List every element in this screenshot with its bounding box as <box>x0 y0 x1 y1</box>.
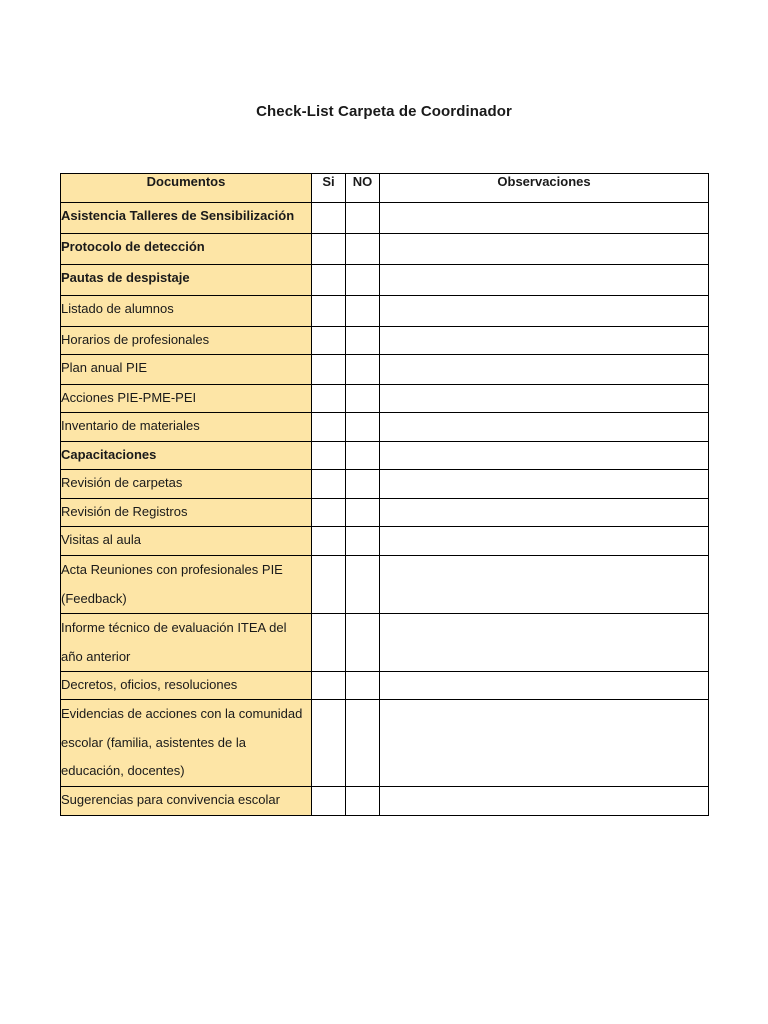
no-cell[interactable] <box>346 470 380 499</box>
observaciones-cell[interactable] <box>380 700 709 787</box>
no-cell[interactable] <box>346 442 380 470</box>
observaciones-cell[interactable] <box>380 327 709 355</box>
row-label <box>61 234 312 265</box>
observaciones-cell[interactable] <box>380 786 709 815</box>
row-label-text: Capacitaciones <box>61 447 157 462</box>
si-cell[interactable] <box>312 700 346 787</box>
no-cell[interactable] <box>346 296 380 327</box>
header-no: NO <box>346 174 380 203</box>
header-si: Si <box>312 174 346 203</box>
si-cell[interactable] <box>312 355 346 385</box>
observaciones-cell[interactable] <box>380 296 709 327</box>
table-row <box>61 470 709 499</box>
row-label <box>61 786 312 815</box>
no-cell[interactable] <box>346 234 380 265</box>
observaciones-cell[interactable] <box>380 265 709 296</box>
row-label-text: Inventario de materiales <box>61 418 200 433</box>
row-label <box>61 442 312 470</box>
no-cell[interactable] <box>346 327 380 355</box>
row-label <box>61 499 312 527</box>
no-cell[interactable] <box>346 355 380 385</box>
table-row <box>61 296 709 327</box>
table-row <box>61 527 709 556</box>
table-row <box>61 413 709 442</box>
header-observaciones: Observaciones <box>380 174 709 203</box>
table-row <box>61 385 709 413</box>
si-cell[interactable] <box>312 296 346 327</box>
row-label-text: Evidencias de acciones con la comunidad escolar (familia, asistentes de la educación, docentes) <box>61 706 303 778</box>
row-label-text: Horarios de profesionales <box>61 332 210 347</box>
si-cell[interactable] <box>312 203 346 234</box>
observaciones-cell[interactable] <box>380 442 709 470</box>
table-row <box>61 442 709 470</box>
si-cell[interactable] <box>312 470 346 499</box>
observaciones-cell[interactable] <box>380 413 709 442</box>
row-label-text: Revisión de carpetas <box>61 475 183 490</box>
observaciones-cell[interactable] <box>380 556 709 614</box>
table-header-row <box>61 174 709 203</box>
row-label <box>61 672 312 700</box>
row-label-text: Protocolo de detección <box>61 239 205 254</box>
table-row <box>61 355 709 385</box>
row-label <box>61 385 312 413</box>
si-cell[interactable] <box>312 786 346 815</box>
row-label-text: Listado de alumnos <box>61 301 174 316</box>
table-row <box>61 700 709 787</box>
si-cell[interactable] <box>312 234 346 265</box>
header-documentos: Documentos <box>61 174 312 203</box>
no-cell[interactable] <box>346 527 380 556</box>
row-label-text: Visitas al aula <box>61 532 141 547</box>
no-cell[interactable] <box>346 413 380 442</box>
no-cell[interactable] <box>346 499 380 527</box>
row-label <box>61 296 312 327</box>
no-cell[interactable] <box>346 672 380 700</box>
observaciones-cell[interactable] <box>380 527 709 556</box>
no-cell[interactable] <box>346 700 380 787</box>
row-label-text: Pautas de despistaje <box>61 270 190 285</box>
table-row <box>61 614 709 672</box>
si-cell[interactable] <box>312 442 346 470</box>
no-cell[interactable] <box>346 614 380 672</box>
row-label <box>61 556 312 614</box>
row-label-text: Acciones PIE-PME-PEI <box>61 390 197 405</box>
si-cell[interactable] <box>312 556 346 614</box>
table-row <box>61 203 709 234</box>
row-label <box>61 527 312 556</box>
observaciones-cell[interactable] <box>380 385 709 413</box>
no-cell[interactable] <box>346 203 380 234</box>
observaciones-cell[interactable] <box>380 672 709 700</box>
row-label-text: Decretos, oficios, resoluciones <box>61 677 238 692</box>
si-cell[interactable] <box>312 413 346 442</box>
row-label <box>61 413 312 442</box>
row-label <box>61 203 312 234</box>
si-cell[interactable] <box>312 327 346 355</box>
no-cell[interactable] <box>346 385 380 413</box>
si-cell[interactable] <box>312 527 346 556</box>
document-title: Check-List Carpeta de Coordinador <box>256 103 512 120</box>
observaciones-cell[interactable] <box>380 234 709 265</box>
table-row <box>61 499 709 527</box>
table-row <box>61 556 709 614</box>
row-label <box>61 355 312 385</box>
row-label <box>61 265 312 296</box>
si-cell[interactable] <box>312 385 346 413</box>
si-cell[interactable] <box>312 499 346 527</box>
observaciones-cell[interactable] <box>380 203 709 234</box>
row-label-text: Plan anual PIE <box>61 360 148 375</box>
observaciones-cell[interactable] <box>380 470 709 499</box>
row-label-text: Revisión de Registros <box>61 504 188 519</box>
row-label <box>61 700 312 787</box>
observaciones-cell[interactable] <box>380 614 709 672</box>
checklist-table <box>60 173 709 816</box>
row-label <box>61 327 312 355</box>
si-cell[interactable] <box>312 672 346 700</box>
no-cell[interactable] <box>346 786 380 815</box>
table-row <box>61 672 709 700</box>
no-cell[interactable] <box>346 556 380 614</box>
table-row <box>61 265 709 296</box>
checklist-body <box>61 203 709 816</box>
no-cell[interactable] <box>346 265 380 296</box>
row-label-text: Sugerencias para convivencia escolar <box>61 791 280 807</box>
row-label-text: Acta Reuniones con profesionales PIE (Feedback) <box>61 562 283 606</box>
row-label-text: Informe técnico de evaluación ITEA del año anterior <box>61 620 287 664</box>
table-row <box>61 786 709 815</box>
row-label <box>61 614 312 672</box>
observaciones-cell[interactable] <box>380 355 709 385</box>
row-label-text: Asistencia Talleres de Sensibilización <box>61 208 295 223</box>
table-row <box>61 234 709 265</box>
si-cell[interactable] <box>312 614 346 672</box>
si-cell[interactable] <box>312 265 346 296</box>
row-label <box>61 470 312 499</box>
observaciones-cell[interactable] <box>380 499 709 527</box>
table-row <box>61 327 709 355</box>
